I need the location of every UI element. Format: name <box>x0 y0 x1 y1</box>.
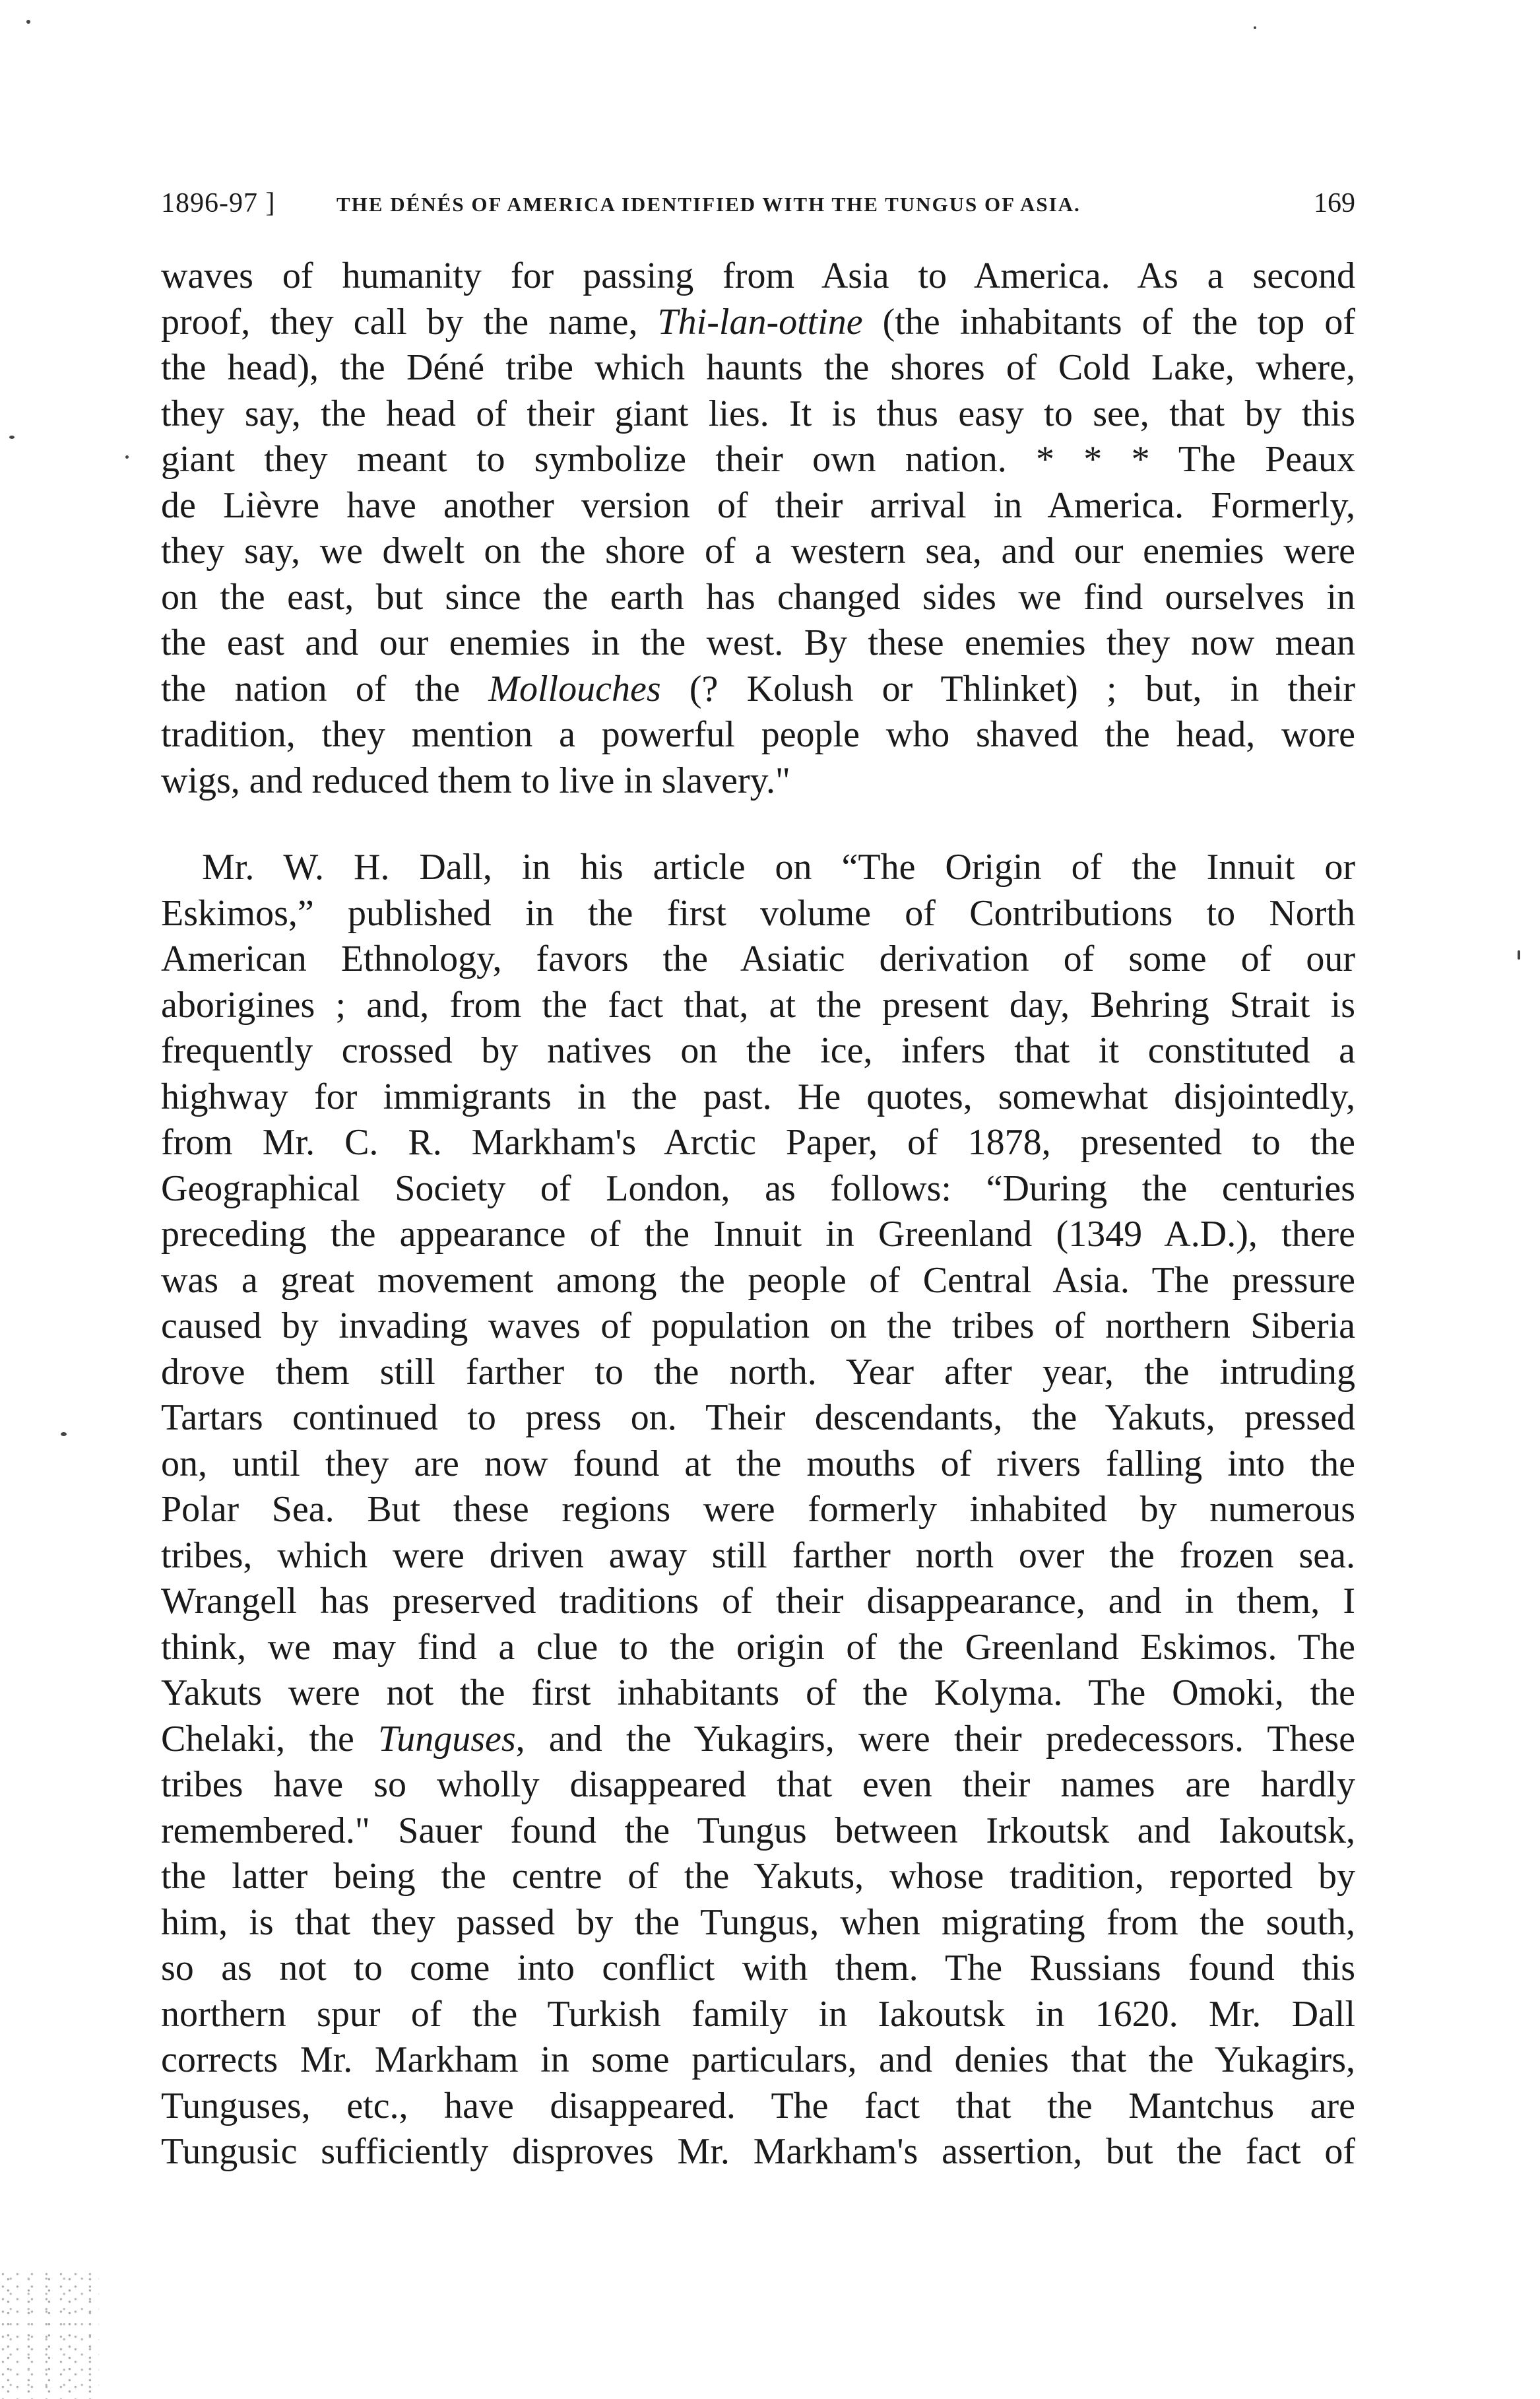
text-line: they say, the head of their giant lies. It is thus easy to see, that by this <box>161 393 1355 434</box>
text-line: was a great movement among the people of Central Asia. The pressure <box>161 1259 1355 1301</box>
scan-speck <box>1254 26 1256 29</box>
text-line: Eskimos,” published in the first volume of Contributions to North <box>161 892 1355 934</box>
text-line: Wrangell has preserved traditions of their disappearance, and in them, I <box>161 1581 1355 1622</box>
text-line: proof, they call by the name, Thi-lan-ottine (the inhabitants of the top of <box>161 301 1355 343</box>
text-line: tradition, they mention a powerful people who shaved the head, wore <box>161 714 1355 755</box>
text-line: highway for immigrants in the past. He quotes, somewhat disjointedly, <box>161 1076 1355 1117</box>
text-line: giant they meant to symbolize their own nation. * * * The Peaux <box>161 439 1355 480</box>
text-line: wigs, and reduced them to live in slavery." <box>161 760 790 801</box>
text-line: the nation of the Mollouches (? Kolush or Thlinket) ; but, in their <box>161 668 1355 709</box>
text-line: northern spur of the Turkish family in Iakoutsk in 1620. Mr. Dall <box>161 1993 1355 2035</box>
header-year: 1896-97 ] <box>161 188 276 218</box>
text-line: on, until they are now found at the mouths of rivers falling into the <box>161 1443 1355 1484</box>
italic-term: Tunguses <box>378 1718 516 1759</box>
scan-speck <box>61 1432 67 1436</box>
text-line: Geographical Society of London, as follows: “During the centuries <box>161 1167 1355 1209</box>
text-line: Tartars continued to press on. Their descendants, the Yakuts, pressed <box>161 1397 1355 1438</box>
text-line: Tunguses, etc., have disappeared. The fact that the Mantchus are <box>161 2085 1355 2126</box>
running-header <box>161 183 1355 223</box>
scan-speck <box>125 455 129 459</box>
text-line: corrects Mr. Markham in some particulars, and denies that the Yukagirs, <box>161 2039 1355 2080</box>
paragraph-gap <box>161 804 1355 845</box>
text-line: remembered." Sauer found the Tungus between Irkoutsk and Iakoutsk, <box>161 1810 1355 1851</box>
text-line: aborigines ; and, from the fact that, at the present day, Behring Strait is <box>161 984 1355 1026</box>
text-line: the latter being the centre of the Yakuts, whose tradition, reported by <box>161 1856 1355 1897</box>
text-line: caused by invading waves of population on the tribes of northern Siberia <box>161 1305 1355 1346</box>
text-line: waves of humanity for passing from Asia to America. As a second <box>161 255 1355 296</box>
text-line: preceding the appearance of the Innuit in Greenland (1349 A.D.), there <box>161 1214 1355 1255</box>
scan-speck <box>26 20 30 24</box>
text-line: de Lièvre have another version of their arrival in America. Formerly, <box>161 484 1355 526</box>
text-line: think, we may find a clue to the origin of the Greenland Eskimos. The <box>161 1626 1355 1668</box>
text-line: the east and our enemies in the west. By these enemies they now mean <box>161 622 1355 663</box>
text-line: frequently crossed by natives on the ice, infers that it constituted a <box>161 1030 1355 1071</box>
body-text <box>161 253 1355 2175</box>
text-line: so as not to come into conflict with them. The Russians found this <box>161 1948 1355 1988</box>
header-title: THE DÉNÉS OF AMERICA IDENTIFIED WITH THE TUNGUS OF ASIA. <box>337 193 1081 216</box>
paragraph-2 <box>161 845 1355 2175</box>
scan-speck <box>1518 950 1520 960</box>
italic-term: Thi-lan-ottine <box>657 301 863 343</box>
text-line: the head), the Déné tribe which haunts the shores of Cold Lake, where, <box>161 347 1355 388</box>
text-line: Yakuts were not the first inhabitants of the Kolyma. The Omoki, the <box>161 1672 1355 1713</box>
paragraph-1 <box>161 253 1355 804</box>
text-line: Polar Sea. But these regions were formerly inhabited by numerous <box>161 1489 1355 1530</box>
text-line: tribes have so wholly disappeared that even their names are hardly <box>161 1764 1355 1805</box>
italic-term: Mollouches <box>488 668 661 709</box>
page-number: 169 <box>1314 188 1355 218</box>
text-line: Tungusic sufficiently disproves Mr. Markham's assertion, but the fact of <box>161 2131 1355 2172</box>
text-line: drove them still farther to the north. Year after year, the intruding <box>161 1351 1355 1393</box>
text-line: on the east, but since the earth has changed sides we find ourselves in <box>161 576 1355 618</box>
text-line: they say, we dwelt on the shore of a western sea, and our enemies were <box>161 531 1355 572</box>
scan-noise <box>0 2270 99 2399</box>
text-line: American Ethnology, favors the Asiatic derivation of some of our <box>161 938 1355 979</box>
text-line: Mr. W. H. Dall, in his article on “The Origin of the Innuit or <box>202 847 1355 888</box>
text-line: Chelaki, the Tunguses, and the Yukagirs, were their predecessors. These <box>161 1718 1355 1759</box>
text-line: from Mr. C. R. Markham's Arctic Paper, of 1878, presented to the <box>161 1122 1355 1163</box>
text-line: him, is that they passed by the Tungus, when migrating from the south, <box>161 1901 1355 1943</box>
scan-speck <box>9 436 15 439</box>
text-line: tribes, which were driven away still farther north over the frozen sea. <box>161 1534 1355 1576</box>
